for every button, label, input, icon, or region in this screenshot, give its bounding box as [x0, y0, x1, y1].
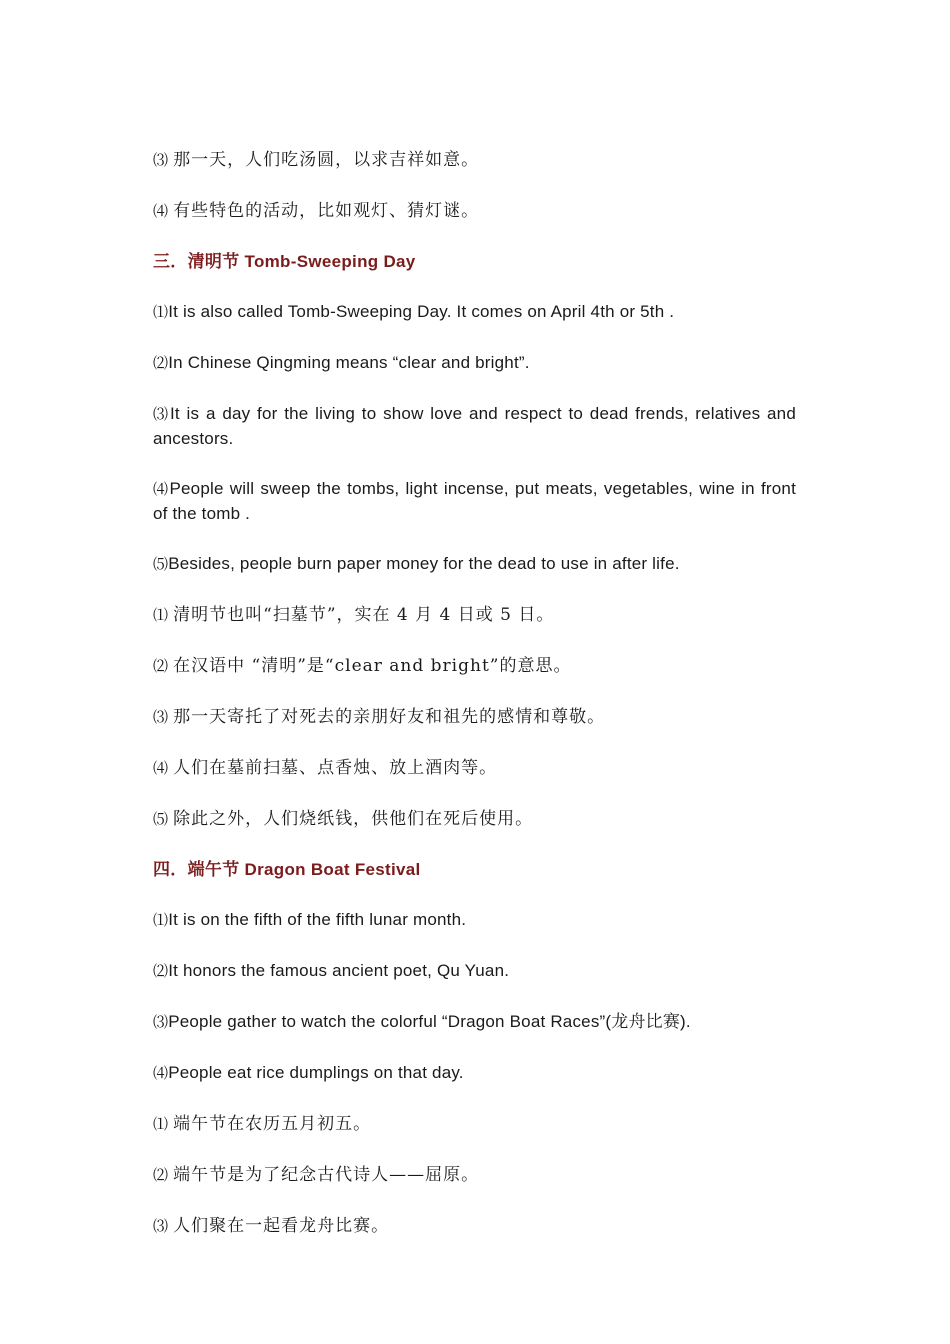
item-number: ⑵: [153, 963, 169, 980]
paragraph-text: People gather to watch the colorful “Dragon Boat Races”(龙舟比赛).: [168, 1012, 691, 1031]
item-number: ⑶: [153, 1218, 169, 1235]
item-number: ⑶: [153, 709, 169, 726]
item-number: ⑵: [153, 355, 169, 372]
section-heading-dragon-boat: 四．端午节 Dragon Boat Festival: [153, 860, 421, 879]
item-number: ⑸: [153, 556, 169, 573]
paragraph-text: It honors the famous ancient poet, Qu Yuan.: [168, 961, 510, 980]
paragraph-text: People will sweep the tombs, light incense, put meats, vegetables, wine in front of the tomb .: [153, 479, 796, 523]
paragraph-text: 除此之外，人们烧纸钱，供他们在死后使用。: [173, 809, 534, 829]
item-number: ⑵: [153, 658, 169, 675]
paragraph: [153, 654, 796, 679]
item-number: ⑷: [153, 203, 169, 220]
item-number: ⑷: [153, 481, 170, 498]
section-heading-qingming: 三．清明节 Tomb-Sweeping Day: [153, 252, 416, 271]
paragraph: [153, 959, 796, 984]
paragraph: [153, 1010, 796, 1035]
item-number: ⑴: [153, 912, 169, 929]
paragraph: [153, 477, 796, 526]
item-number: ⑵: [153, 1167, 169, 1184]
item-number: ⑴: [153, 1116, 169, 1133]
paragraph: [153, 1061, 796, 1086]
paragraph-text: In Chinese Qingming means “clear and bright”.: [168, 353, 530, 372]
paragraph: [153, 1112, 796, 1137]
document-page: [153, 148, 796, 1265]
item-number: ⑶: [153, 152, 169, 169]
item-number: ⑴: [153, 607, 169, 624]
item-number: ⑶: [153, 1014, 169, 1031]
item-number: ⑶: [153, 406, 170, 423]
paragraph: [153, 1214, 796, 1239]
paragraph-text: 人们在墓前扫墓、点香烛、放上酒肉等。: [173, 758, 498, 778]
paragraph-text: 端午节在农历五月初五。: [173, 1114, 372, 1134]
paragraph-text: 端午节是为了纪念古代诗人——屈原。: [173, 1165, 480, 1185]
paragraph: [153, 199, 796, 224]
paragraph-text: People eat rice dumplings on that day.: [168, 1063, 464, 1082]
paragraph-text: 那一天寄托了对死去的亲朋好友和祖先的感情和尊敬。: [173, 707, 606, 727]
paragraph-text: Besides, people burn paper money for the dead to use in after life.: [168, 554, 680, 573]
item-number: ⑷: [153, 760, 169, 777]
paragraph: [153, 603, 796, 628]
paragraph: [153, 148, 796, 173]
paragraph-text: 在汉语中 “清明”是“clear and bright”的意思。: [173, 656, 572, 676]
paragraph-text: It is on the fifth of the fifth lunar month.: [168, 910, 467, 929]
paragraph: [153, 351, 796, 376]
paragraph: [153, 908, 796, 933]
paragraph: [153, 300, 796, 325]
paragraph-text: 那一天，人们吃汤圆，以求吉祥如意。: [173, 150, 480, 170]
paragraph: [153, 1163, 796, 1188]
item-number: ⑷: [153, 1065, 169, 1082]
paragraph-text: 清明节也叫“扫墓节”，实在 4 月 4 日或 5 日。: [173, 605, 555, 625]
paragraph: [153, 756, 796, 781]
paragraph: [153, 807, 796, 832]
paragraph-text: 有些特色的活动，比如观灯、猜灯谜。: [173, 201, 480, 221]
paragraph-text: 人们聚在一起看龙舟比赛。: [173, 1216, 390, 1236]
paragraph-text: It is also called Tomb-Sweeping Day. It comes on April 4th or 5th .: [168, 302, 675, 321]
paragraph: [153, 552, 796, 577]
item-number: ⑸: [153, 811, 169, 828]
paragraph: [153, 402, 796, 451]
paragraph-text: It is a day for the living to show love and respect to dead frends, relatives and ancestors.: [153, 404, 796, 448]
item-number: ⑴: [153, 304, 169, 321]
paragraph: [153, 705, 796, 730]
